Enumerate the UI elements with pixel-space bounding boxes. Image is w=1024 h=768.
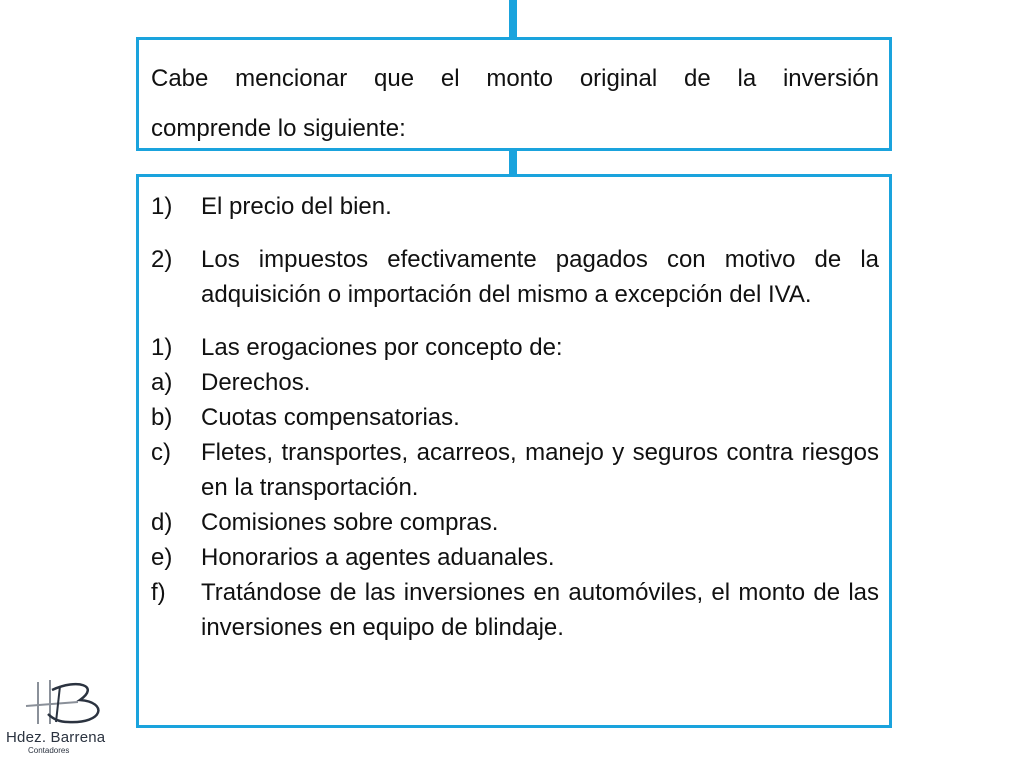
item-marker: c) <box>151 439 171 466</box>
item-text: Las erogaciones por concepto de: <box>201 334 563 361</box>
item-marker: 1) <box>151 193 173 220</box>
list-item <box>151 330 879 365</box>
list-item <box>151 242 879 312</box>
item-text: Derechos. <box>201 369 311 396</box>
list-item <box>151 365 879 400</box>
intro-text <box>151 54 879 154</box>
item-marker: b) <box>151 404 173 431</box>
item-text: Comisiones sobre compras. <box>201 509 499 536</box>
items-box <box>136 174 892 728</box>
intro-line-1: Cabe mencionar que el monto original de la inversión <box>151 65 879 92</box>
list-item <box>151 505 879 540</box>
item-marker: f) <box>151 579 166 606</box>
item-marker: 2) <box>151 246 173 273</box>
list-item <box>151 540 879 575</box>
item-text: El precio del bien. <box>201 193 392 220</box>
connector-top <box>509 0 517 38</box>
intro-line-2: comprende lo siguiente: <box>151 115 406 142</box>
item-marker: a) <box>151 369 173 396</box>
logo-subtitle: Contadores <box>28 746 70 755</box>
item-text: Honorarios a agentes aduanales. <box>201 544 555 571</box>
list-item <box>151 189 879 224</box>
logo-name: Hdez. Barrena <box>6 729 106 746</box>
item-text: Cuotas compensatorias. <box>201 404 460 431</box>
intro-box <box>136 37 892 151</box>
item-text: Fletes, transportes, acarreos, manejo y seguros contra riesgos en la transportación. <box>201 439 879 501</box>
item-marker: e) <box>151 544 173 571</box>
item-marker: 1) <box>151 334 173 361</box>
item-text: Los impuestos efectivamente pagados con motivo de la adquisición o importación del mismo a excepción del IVA. <box>201 246 879 308</box>
item-marker: d) <box>151 509 173 536</box>
item-text: Tratándose de las inversiones en automóviles, el monto de las inversiones en equipo de blindaje. <box>201 579 879 641</box>
list-item <box>151 575 879 645</box>
list-item <box>151 400 879 435</box>
list-item <box>151 435 879 505</box>
